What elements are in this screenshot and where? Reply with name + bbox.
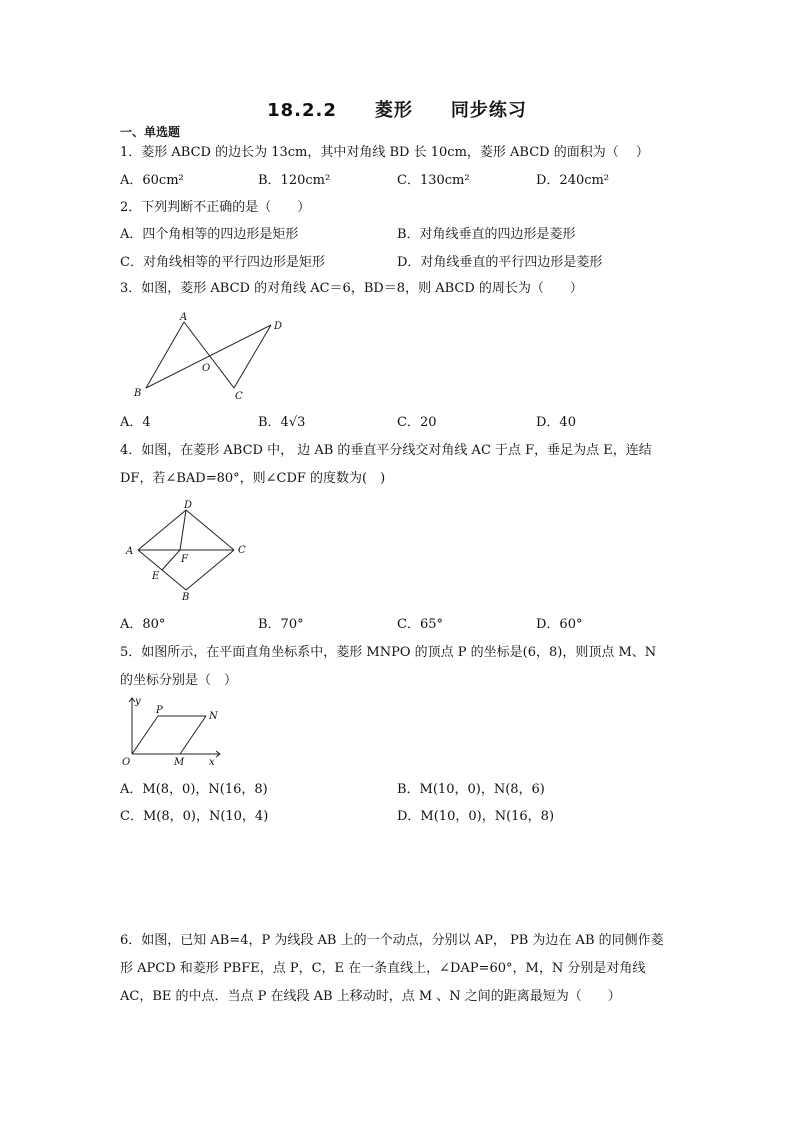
- question-5-stem-line-1: 5．如图所示，在平面直角坐标系中，菱形 MNPO 的顶点 P 的坐标是(6，8)，则顶点 M、N: [120, 645, 657, 660]
- question-1-stem: 1．菱形 ABCD 的边长为 13cm，其中对角线 BD 长 10cm，菱形 ABCD 的面积为（ ）: [120, 145, 649, 160]
- question-5-figure: [120, 694, 230, 770]
- question-5-option-b: B．M(10，0)，N(8，6): [397, 782, 545, 797]
- question-4-stem-line-1: 4．如图，在菱形 ABCD 中， 边 AB 的垂直平分线交对角线 AC 于点 F，垂足为点 E，连结: [120, 443, 652, 458]
- question-2-option-b: B．对角线垂直的四边形是菱形: [397, 227, 576, 242]
- question-4-option-c: C．65°: [397, 617, 443, 632]
- q3-label-c: C: [235, 391, 243, 402]
- question-3-stem: 3．如图，菱形 ABCD 的对角线 AC＝6，BD＝8，则 ABCD 的周长为（ ）: [120, 281, 583, 296]
- q5-label-n: N: [209, 711, 218, 722]
- q4-label-f: F: [181, 554, 188, 565]
- q3-label-a: A: [180, 312, 188, 323]
- question-3-option-b: B．4√3: [258, 415, 306, 430]
- question-4-figure: [120, 496, 260, 606]
- q4-label-a: A: [126, 546, 134, 557]
- question-1-option-d: D．240cm²: [536, 173, 610, 188]
- q5-label-o: O: [122, 757, 131, 768]
- question-2-option-c: C．对角线相等的平行四边形是矩形: [120, 255, 325, 270]
- question-1-option-b: B．120cm²: [258, 173, 331, 188]
- q3-label-o: O: [202, 363, 211, 374]
- question-3-option-a: A．4: [120, 415, 151, 430]
- q4-label-c: C: [238, 545, 246, 556]
- question-4-option-b: B．70°: [258, 617, 304, 632]
- question-4-option-d: D．60°: [536, 617, 583, 632]
- question-2-option-a: A．四个角相等的四边形是矩形: [120, 227, 299, 242]
- question-5-option-a: A．M(8，0)，N(16，8): [120, 782, 268, 797]
- question-5-option-d: D．M(10，0)，N(16，8): [397, 809, 555, 824]
- section-heading: 一、单选题: [120, 125, 181, 139]
- q3-label-b: B: [134, 388, 142, 399]
- q5-label-x: x: [209, 757, 215, 768]
- q4-label-d: D: [184, 500, 193, 511]
- q4-label-b: B: [182, 592, 190, 603]
- question-2-option-d: D．对角线垂直的平行四边形是菱形: [397, 255, 603, 270]
- question-1-option-a: A．60cm²: [120, 173, 184, 188]
- q3-label-d: D: [274, 321, 283, 332]
- question-3-figure: [128, 308, 288, 404]
- question-5-stem-line-2: 的坐标分别是（ ）: [120, 673, 238, 688]
- question-4-option-a: A．80°: [120, 617, 166, 632]
- question-1-option-c: C．130cm²: [397, 173, 470, 188]
- question-6-stem-line-1: 6．如图，已知 AB=4，P 为线段 AB 上的一个动点，分别以 AP， PB 为边在 AB 的同侧作菱: [120, 933, 664, 948]
- question-3-option-c: C．20: [397, 415, 437, 430]
- question-6-stem-line-2: 形 APCD 和菱形 PBFE，点 P，C，E 在一条直线上，∠DAP=60°，M，N 分别是对角线: [120, 961, 646, 976]
- question-4-stem-line-2: DF，若∠BAD=80°，则∠CDF 的度数为( ): [120, 471, 386, 486]
- q5-label-m: M: [174, 757, 185, 768]
- question-2-stem: 2．下列判断不正确的是（ ）: [120, 200, 311, 215]
- q5-label-p: P: [156, 705, 163, 716]
- q5-label-y: y: [135, 696, 141, 707]
- question-3-option-d: D．40: [536, 415, 576, 430]
- question-6-stem-line-3: AC，BE 的中点．当点 P 在线段 AB 上移动时，点 M 、N 之间的距离最短为（ ）: [120, 989, 621, 1004]
- question-5-option-c: C．M(8，0)，N(10，4): [120, 809, 269, 824]
- q4-label-e: E: [152, 571, 160, 582]
- page-title: 18.2.2 菱形 同步练习: [267, 100, 527, 121]
